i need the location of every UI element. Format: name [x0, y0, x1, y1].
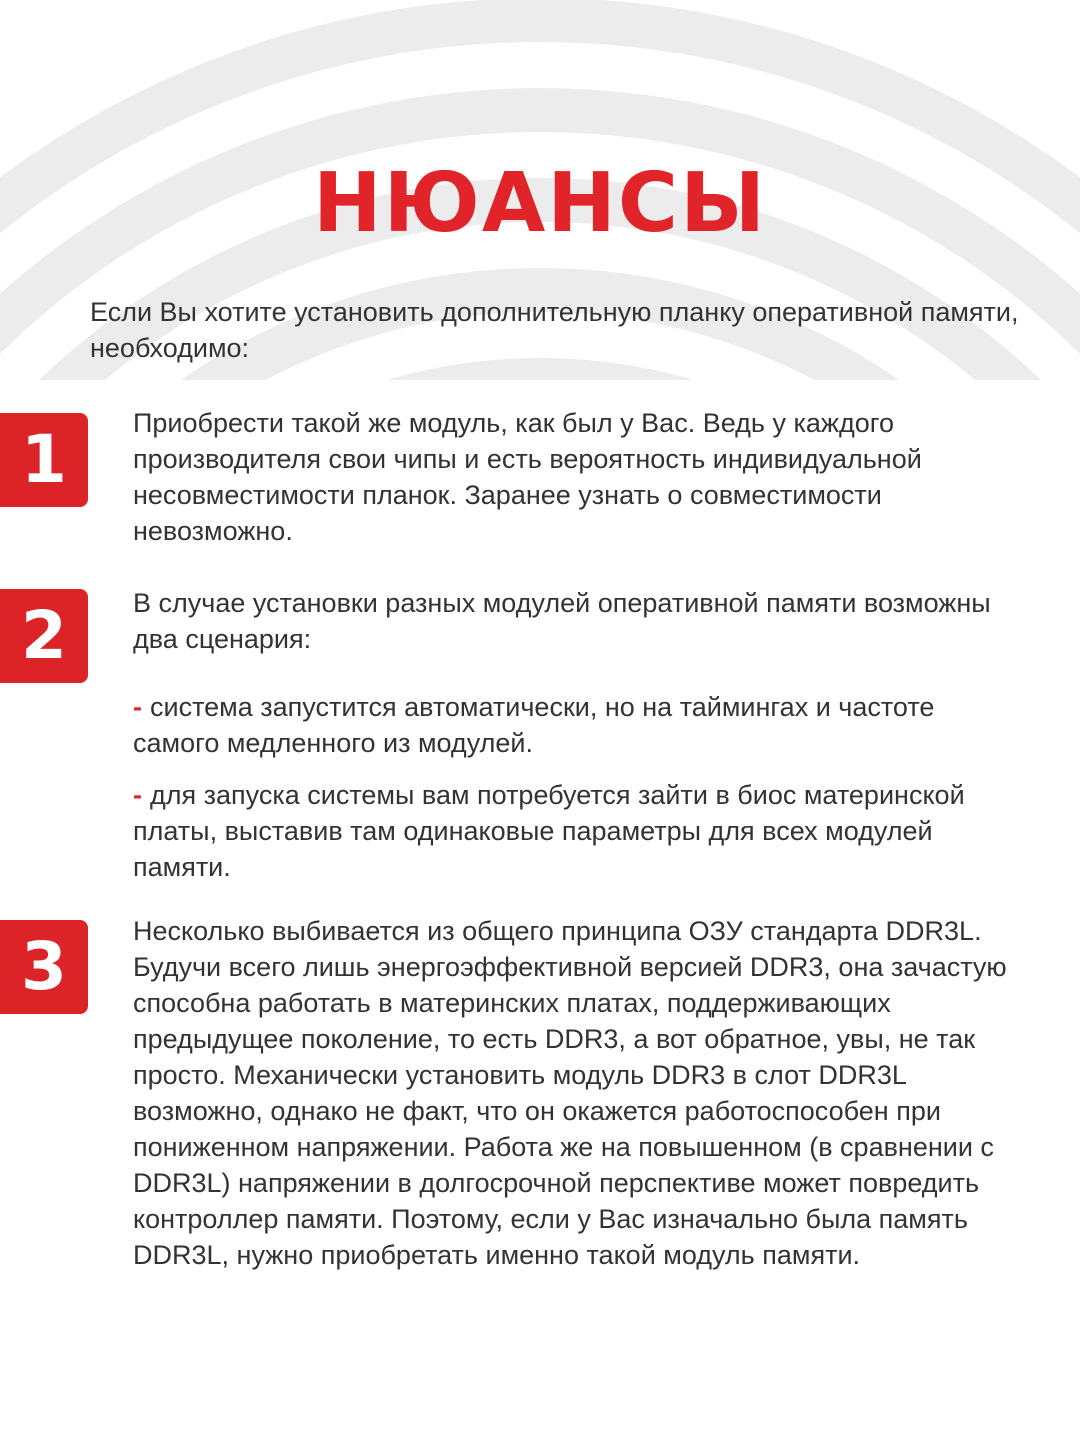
- bullet-dash-icon: -: [133, 692, 142, 722]
- intro-text: Если Вы хотите установить дополнительную планку оперативной памяти, необходимо:: [90, 297, 1019, 363]
- page-title: НЮАНСЫ: [312, 156, 768, 251]
- bullet-text: система запустится автоматически, но на таймингах и частоте самого медленного из модулей.: [133, 692, 935, 758]
- item-1: [133, 405, 1023, 549]
- item-3-text: Несколько выбивается из общего принципа ОЗУ стандарта DDR3L. Будучи всего лишь энергоэффективной версией DDR3, она зачастую способна работать в материнских платах, поддерживающих предыдущее поколение, то есть DDR3, а вот обратное, увы, не так просто. Механически установить модуль DDR3 в слот DDR3L возможно, однако не факт, что он окажется работоспособен при пониженном напряжении. Работа же на повышенном (в сравнении с DDR3L) напряжении в долгосрочной перспективе может повредить контроллер памяти. Поэтому, если у Вас изначально была память DDR3L, нужно приобретать именно такой модуль памяти.: [133, 916, 1007, 1270]
- bullet-text: для запуска системы вам потребуется зайти в биос материнской платы, выставив там одинаковые параметры для всех модулей памяти.: [133, 780, 965, 882]
- number-badge-2: 2: [0, 589, 88, 683]
- item-3: [133, 913, 1023, 1273]
- bullet-dash-icon: -: [133, 780, 142, 810]
- item-2-text: В случае установки разных модулей оперативной памяти возможны два сценария:: [133, 588, 991, 654]
- number-badge-1: 1: [0, 413, 88, 507]
- item-2-bullet-1: [133, 689, 1023, 761]
- number-badge-3: 3: [0, 920, 88, 1014]
- item-2-bullet-2: [133, 777, 1023, 885]
- item-1-text: Приобрести такой же модуль, как был у Вас. Ведь у каждого производителя свои чипы и есть вероятность индивидуальной несовместимости планок. Заранее узнать о совместимости невозможно.: [133, 408, 922, 546]
- item-2: [133, 585, 1023, 885]
